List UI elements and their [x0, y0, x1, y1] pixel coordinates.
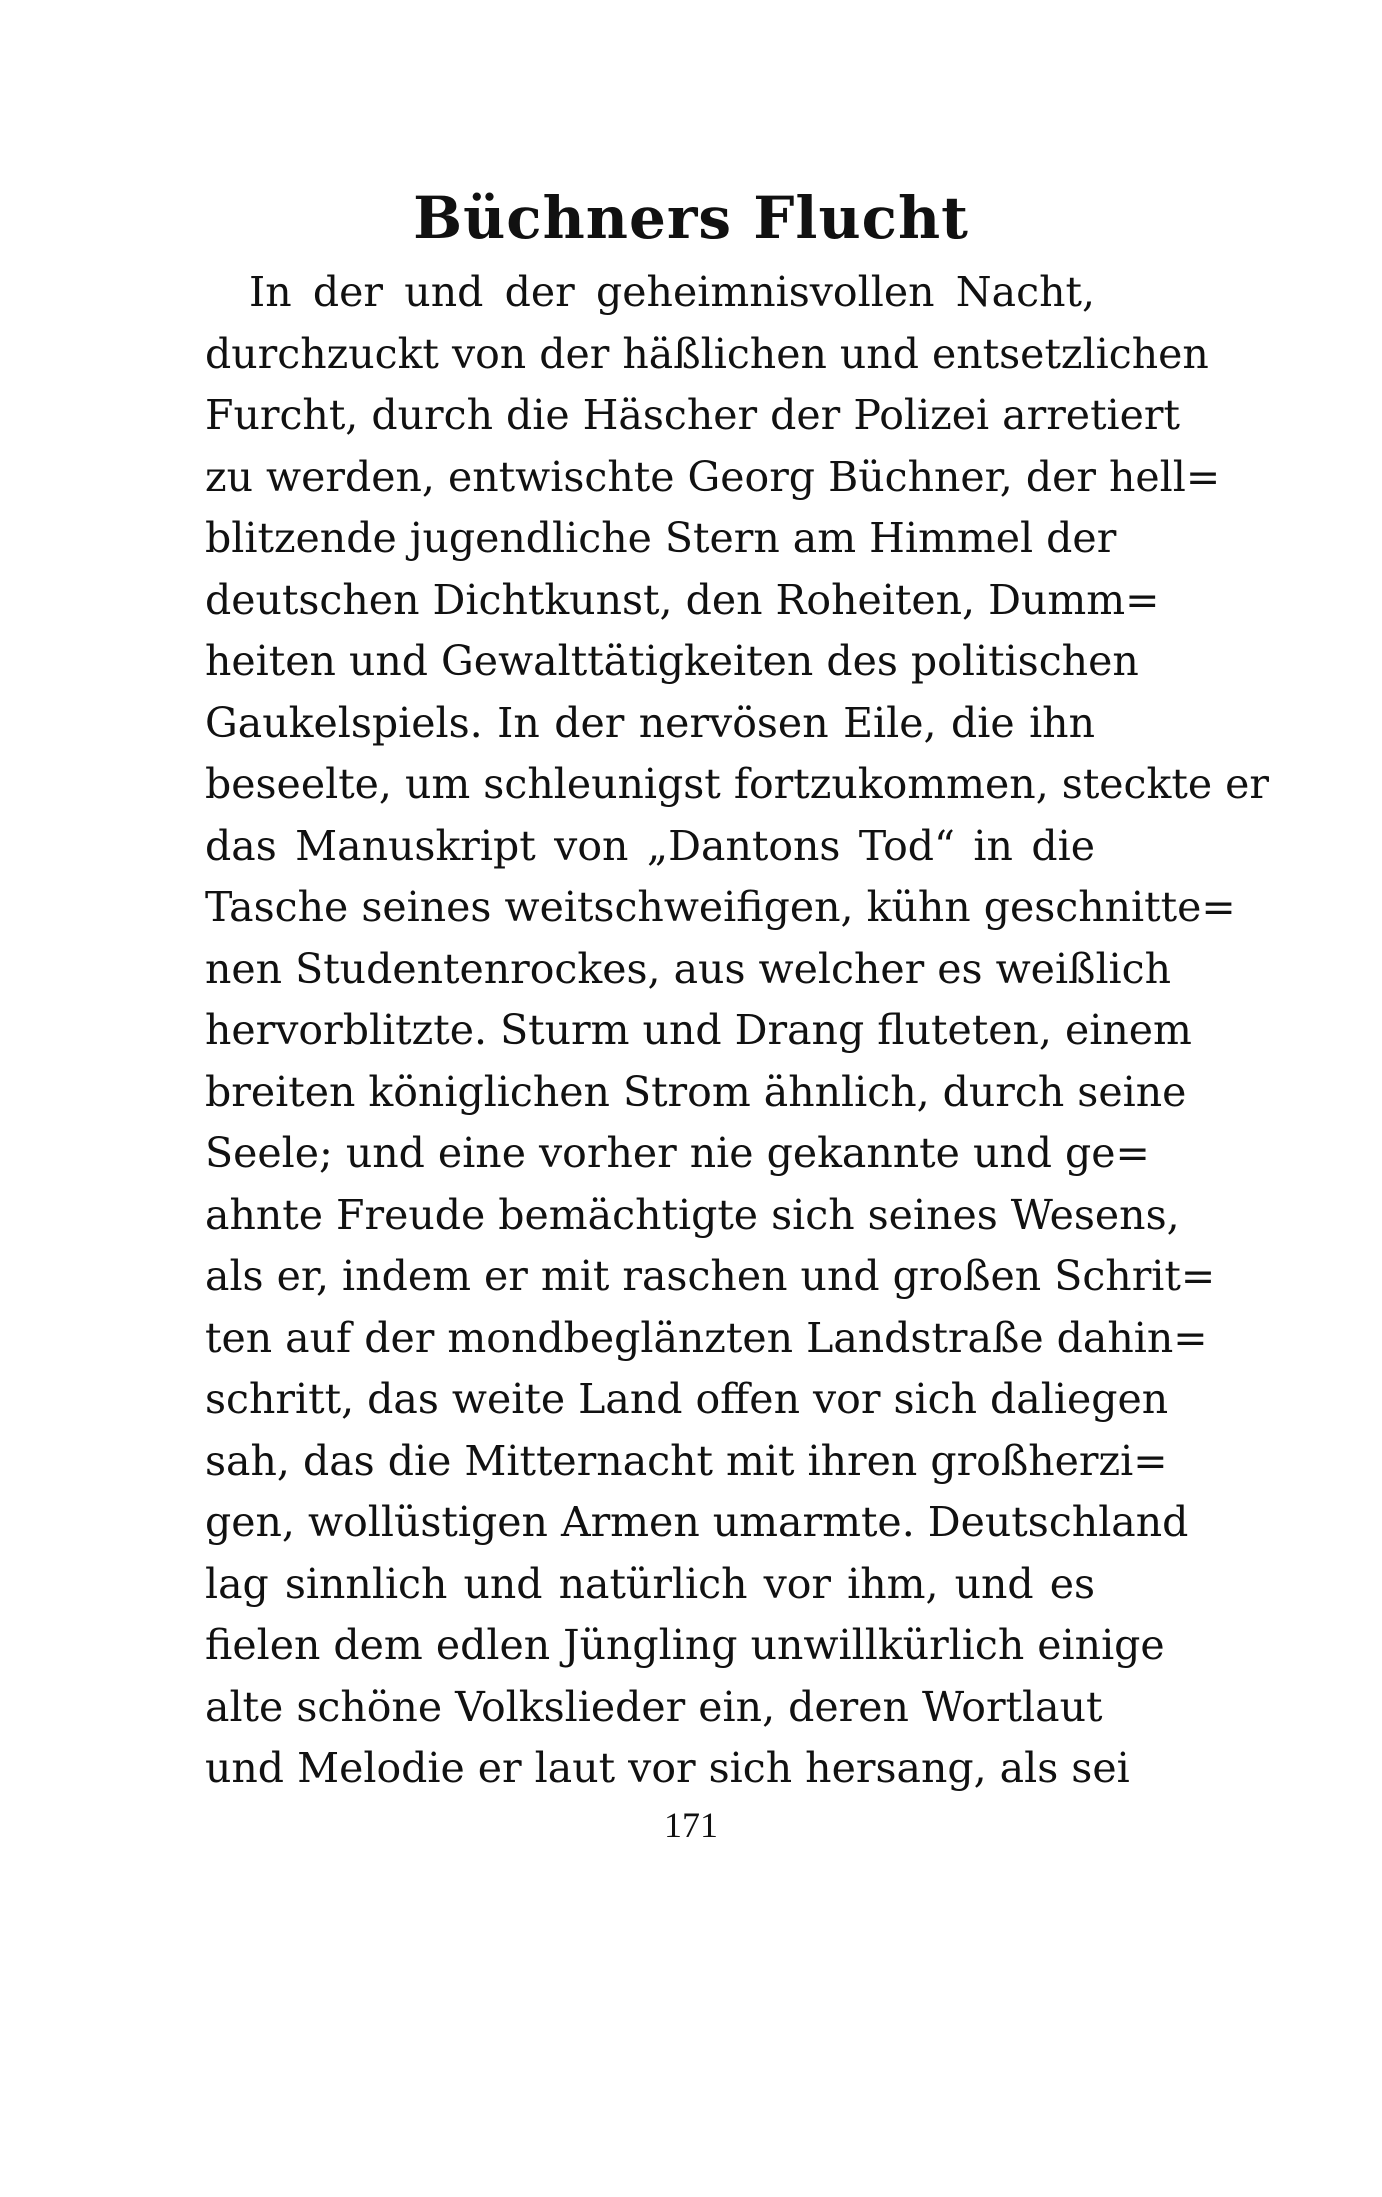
text-line: In der und der geheimnisvollen Nacht, [249, 268, 1095, 316]
text-line: hervorblitzte. Sturm und Drang fluteten, einem [205, 1006, 1192, 1054]
text-line: beseelte, um schleunigst fortzukommen, steckte er [205, 760, 1269, 808]
text-line: sah, das die Mitternacht mit ihren großherzi= [205, 1436, 1168, 1485]
text-line: schritt, das weite Land offen vor sich daliegen [205, 1375, 1169, 1423]
body-text [205, 262, 1269, 1800]
text-line: alte schöne Volkslieder ein, deren Wortlaut [205, 1682, 1103, 1731]
text-line: blitzende jugendliche Stern am Himmel der [205, 514, 1117, 562]
text-line: gen, wollüstigen Armen umarmte. Deutschland [205, 1498, 1189, 1546]
text-line: und Melodie er laut vor sich hersang, als sei [205, 1744, 1130, 1792]
text-line: Furcht, durch die Häscher der Polizei arretiert [205, 391, 1180, 439]
text-line: deutschen Dichtkunst, den Roheiten, Dumm= [205, 575, 1160, 624]
text-line: durchzuckt von der häßlichen und entsetzlichen [205, 329, 1209, 378]
text-line: ahnte Freude bemächtigte sich seines Wesens, [205, 1190, 1180, 1239]
chapter-title: Büchners Flucht [413, 184, 969, 252]
text-line: lag sinnlich und natürlich vor ihm, und es [205, 1559, 1095, 1608]
text-line: das Manuskript von „Dantons Tod“ in die [205, 821, 1095, 870]
text-line: Gaukelspiels. In der nervösen Eile, die ihn [205, 698, 1095, 747]
text-line: fielen dem edlen Jüngling unwillkürlich einige [205, 1621, 1165, 1669]
text-line: nen Studentenrockes, aus welcher es weißlich [205, 944, 1172, 993]
text-line: breiten königlichen Strom ähnlich, durch seine [205, 1067, 1187, 1116]
text-line: als er, indem er mit raschen und großen Schrit= [205, 1252, 1216, 1300]
text-line: ten auf der mondbeglänzten Landstraße dahin= [205, 1313, 1208, 1362]
page-number: 171 [664, 1805, 718, 1845]
text-line: Tasche seines weitschweifigen, kühn geschnitte= [205, 883, 1236, 931]
text-line: Seele; und eine vorher nie gekannte und ge= [205, 1129, 1150, 1177]
text-line: zu werden, entwischte Georg Büchner, der hell= [205, 452, 1221, 501]
text-line: heiten und Gewalttätigkeiten des politischen [205, 637, 1139, 685]
